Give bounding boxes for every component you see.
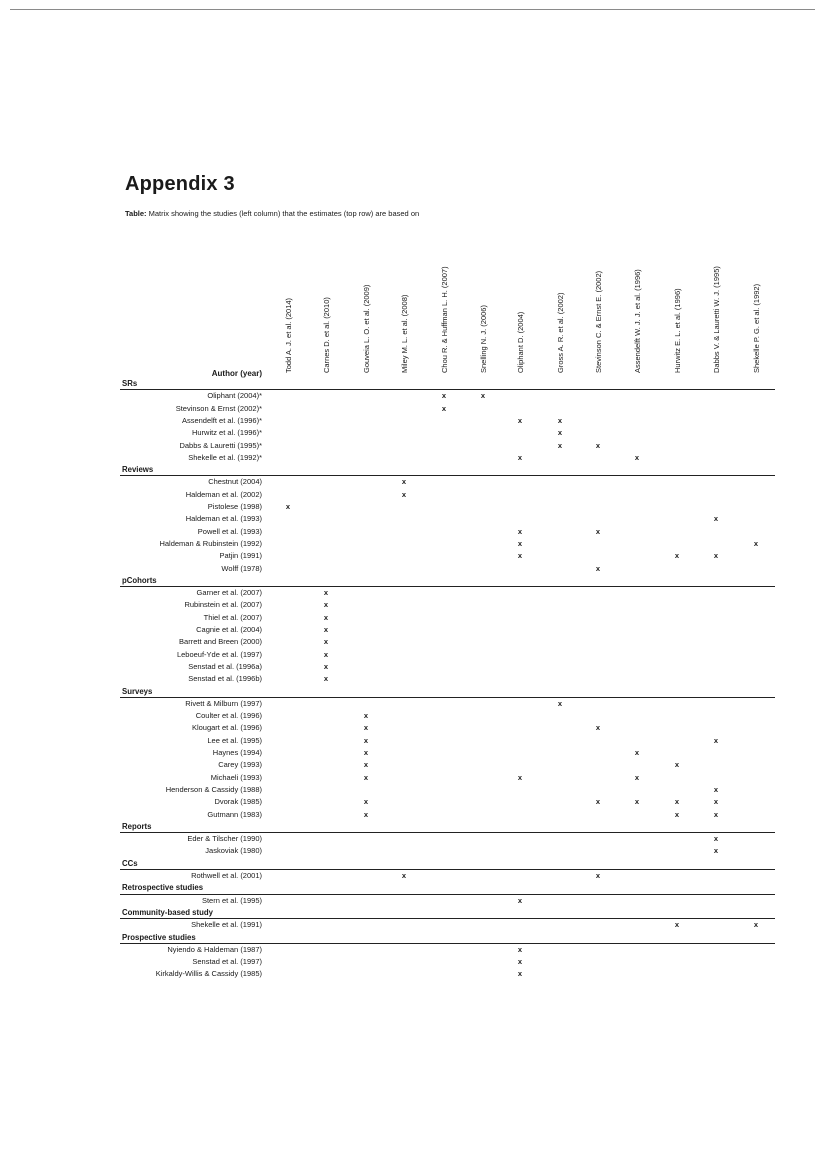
- table-row: [0, 513, 828, 525]
- matrix-mark: x: [557, 428, 563, 438]
- matrix-mark: x: [441, 403, 447, 413]
- matrix-mark: x: [363, 772, 369, 782]
- matrix-mark: x: [363, 711, 369, 721]
- matrix-mark: x: [634, 797, 640, 807]
- matrix-mark: x: [713, 797, 719, 807]
- row-author-label: Eder & Tilscher (1990): [187, 834, 262, 844]
- matrix-mark: x: [634, 772, 640, 782]
- table-row: [0, 427, 828, 439]
- matrix-mark: x: [557, 698, 563, 708]
- matrix-mark: x: [285, 502, 291, 511]
- row-author-label: Jaskoviak (1980): [205, 846, 262, 856]
- matrix-mark: x: [674, 809, 680, 819]
- row-author-label: Haldeman et al. (2002): [185, 489, 262, 499]
- page-title: Appendix 3: [125, 173, 235, 195]
- column-header: Shekelle P. G. et al. (1992): [752, 283, 761, 373]
- matrix-mark: x: [323, 661, 329, 671]
- matrix-mark: x: [517, 772, 523, 782]
- row-author-label: Patjin (1991): [219, 551, 262, 561]
- matrix-mark: x: [363, 760, 369, 770]
- group-label: Reports: [122, 821, 152, 831]
- row-author-label: Dvorak (1985): [214, 797, 262, 807]
- group-label: pCohorts: [122, 575, 157, 585]
- matrix-mark: x: [363, 748, 369, 757]
- table-row: [0, 759, 828, 771]
- matrix-mark: x: [557, 415, 563, 425]
- column-header: Hurwitz E. L. et al. (1996): [673, 288, 682, 373]
- row-author-label: Shekelle et al. (1992)*: [188, 452, 262, 462]
- table-row: [0, 661, 828, 673]
- table-row: [0, 563, 828, 575]
- table-row: [0, 833, 828, 845]
- table-row: [0, 649, 828, 661]
- matrix-mark: x: [363, 735, 369, 745]
- row-author-label: Leboeuf-Yde et al. (1997): [176, 649, 262, 659]
- matrix-mark: x: [517, 944, 523, 954]
- table-row: [0, 809, 828, 821]
- matrix-mark: x: [595, 526, 601, 536]
- group-header-row: [120, 858, 775, 870]
- column-header: Chou R. & Huffman L. H. (2007): [440, 266, 449, 373]
- table-row: [0, 440, 828, 452]
- group-label: Retrospective studies: [122, 883, 204, 893]
- matrix-mark: x: [323, 600, 329, 610]
- row-author-label: Kirkaldy-Willis & Cassidy (1985): [155, 969, 262, 979]
- row-author-label: Barrett and Breen (2000): [179, 637, 262, 647]
- matrix-mark: x: [713, 784, 719, 794]
- table-row: [0, 587, 828, 599]
- row-author-label: Oliphant (2004)*: [207, 391, 262, 401]
- table-row: [0, 673, 828, 685]
- group-header-row: [120, 686, 775, 698]
- matrix-mark: x: [323, 637, 329, 647]
- table-row: [0, 735, 828, 747]
- table-row: [0, 624, 828, 636]
- table-row: [0, 956, 828, 968]
- matrix-mark: x: [517, 969, 523, 979]
- matrix-mark: x: [401, 489, 407, 499]
- table-row: [0, 796, 828, 808]
- group-label: SRs: [122, 379, 138, 388]
- matrix-mark: x: [713, 551, 719, 561]
- matrix-mark: x: [517, 452, 523, 462]
- matrix-mark: x: [517, 551, 523, 561]
- group-header-row: [120, 378, 775, 390]
- column-header: Carnes D. et al. (2010): [322, 297, 331, 373]
- matrix-mark: x: [634, 748, 640, 757]
- table-row: [0, 784, 828, 796]
- matrix-mark: x: [323, 625, 329, 634]
- row-author-label: Thiel et al. (2007): [203, 612, 262, 622]
- row-author-label: Gutmann (1983): [207, 809, 262, 819]
- matrix-mark: x: [517, 538, 523, 548]
- row-author-label: Dabbs & Lauretti (1995)*: [179, 440, 262, 450]
- table-row: [0, 452, 828, 464]
- group-header-row: [120, 882, 775, 894]
- column-header: Gross A. R. et al. (2002): [556, 292, 565, 373]
- matrix-mark: x: [674, 797, 680, 807]
- table-row: [0, 772, 828, 784]
- table-row: [0, 895, 828, 907]
- row-author-label: Chestnut (2004): [208, 477, 262, 487]
- matrix-mark: x: [323, 674, 329, 684]
- row-author-label: Nyiendo & Haldeman (1987): [167, 944, 262, 954]
- table-row: [0, 550, 828, 562]
- row-author-label: Michaeli (1993): [210, 772, 262, 782]
- row-author-label: Klougart et al. (1996): [191, 723, 262, 733]
- table-row: [0, 599, 828, 611]
- row-author-label: Wolff (1978): [221, 563, 262, 573]
- row-author-label: Haldeman & Rubinstein (1992): [159, 538, 262, 548]
- matrix-mark: x: [363, 797, 369, 807]
- table-row: [0, 698, 828, 710]
- table-row: [0, 636, 828, 648]
- table-row: [0, 919, 828, 931]
- row-author-label: Coulter et al. (1996): [195, 711, 262, 721]
- matrix-mark: x: [713, 846, 719, 856]
- column-header: Todd A. J. et al. (2014): [284, 297, 293, 373]
- table-row: [0, 747, 828, 759]
- group-label: Prospective studies: [122, 932, 196, 942]
- row-author-label: Senstad et al. (1997): [192, 957, 262, 967]
- group-label: Reviews: [122, 465, 154, 475]
- matrix-mark: x: [674, 920, 680, 930]
- matrix-mark: x: [753, 920, 759, 930]
- matrix-mark: x: [401, 477, 407, 487]
- row-author-label: Rubinstein et al. (2007): [184, 600, 262, 610]
- group-label: Surveys: [122, 686, 153, 696]
- group-header-row: [120, 907, 775, 919]
- column-header: Oliphant D. (2004): [516, 311, 525, 373]
- column-header: Snelling N. J. (2006): [479, 305, 488, 373]
- matrix-mark: x: [674, 760, 680, 770]
- row-author-label: Assendelft et al. (1996)*: [181, 415, 262, 425]
- caption-text: Matrix showing the studies (left column) that the estimates (top row) are based on: [146, 209, 420, 218]
- matrix-mark: x: [634, 452, 640, 462]
- row-author-label: Stern et al. (1995): [201, 895, 262, 905]
- matrix-mark: x: [557, 440, 563, 450]
- group-header-row: [120, 464, 775, 476]
- table-row: [0, 501, 828, 513]
- table-row: [0, 476, 828, 488]
- row-author-label: Cagnie et al. (2004): [196, 625, 262, 634]
- matrix-mark: x: [480, 391, 486, 401]
- matrix-mark: x: [323, 588, 329, 598]
- column-header: Gouveia L. O. et al. (2009): [362, 284, 371, 373]
- group-label: CCs: [122, 858, 138, 868]
- matrix-mark: x: [595, 563, 601, 573]
- row-author-label: Haldeman et al. (1993): [185, 514, 262, 524]
- row-author-label: Pistolese (1998): [207, 502, 262, 511]
- table-row: [0, 538, 828, 550]
- column-header: Dabbs V. & Lauretti W. J. (1995): [712, 266, 721, 373]
- table-row: [0, 415, 828, 427]
- matrix-mark: x: [363, 809, 369, 819]
- matrix-mark: x: [401, 871, 407, 880]
- row-author-label: Garner et al. (2007): [196, 588, 262, 598]
- row-author-label: Rothwell et al. (2001): [191, 871, 262, 880]
- matrix-mark: x: [595, 440, 601, 450]
- table-row: [0, 612, 828, 624]
- row-author-label: Shekelle et al. (1991): [191, 920, 262, 930]
- row-author-label: Stevinson & Ernst (2002)*: [175, 403, 262, 413]
- row-author-label: Rivett & Milburn (1997): [185, 698, 262, 708]
- matrix-mark: x: [674, 551, 680, 561]
- column-header: Miley M. L. et al. (2008): [400, 294, 409, 373]
- matrix-mark: x: [363, 723, 369, 733]
- table-row: [0, 845, 828, 857]
- table-row: [0, 710, 828, 722]
- matrix-mark: x: [517, 895, 523, 905]
- matrix-mark: x: [441, 391, 447, 401]
- column-header: Stevinson C. & Ernst E. (2002): [594, 270, 603, 373]
- matrix-mark: x: [517, 957, 523, 967]
- matrix-mark: x: [323, 649, 329, 659]
- group-header-row: [120, 932, 775, 944]
- table-row: [0, 968, 828, 980]
- row-author-label: Lee et al. (1995): [207, 735, 262, 745]
- table-row: [0, 489, 828, 501]
- row-author-label: Carey (1993): [218, 760, 262, 770]
- matrix-mark: x: [713, 514, 719, 524]
- matrix-mark: x: [595, 871, 601, 880]
- row-author-label: Senstad et al. (1996b): [188, 674, 262, 684]
- row-author-label: Senstad et al. (1996a): [188, 661, 262, 671]
- table-row: [0, 526, 828, 538]
- caption-label: Table:: [125, 209, 147, 218]
- group-header-row: [120, 821, 775, 833]
- row-author-label: Henderson & Cassidy (1988): [165, 784, 262, 794]
- matrix-mark: x: [713, 809, 719, 819]
- matrix-mark: x: [517, 415, 523, 425]
- matrix-mark: x: [517, 526, 523, 536]
- author-year-header: Author (year): [211, 369, 262, 378]
- matrix-mark: x: [595, 797, 601, 807]
- matrix-mark: x: [323, 612, 329, 622]
- matrix-mark: x: [753, 538, 759, 548]
- table-row: [0, 390, 828, 402]
- matrix-mark: x: [595, 723, 601, 733]
- table-row: [0, 870, 828, 882]
- matrix-mark: x: [713, 834, 719, 844]
- row-author-label: Haynes (1994): [212, 748, 262, 757]
- row-author-label: Hurwitz et al. (1996)*: [191, 428, 262, 438]
- column-header: Assendelft W. J. J. et al. (1996): [633, 269, 642, 373]
- table-row: [0, 722, 828, 734]
- group-header-row: [120, 575, 775, 587]
- group-label: Community-based study: [122, 907, 213, 917]
- table-row: [0, 403, 828, 415]
- matrix-mark: x: [713, 735, 719, 745]
- row-author-label: Powell et al. (1993): [197, 526, 262, 536]
- table-row: [0, 944, 828, 956]
